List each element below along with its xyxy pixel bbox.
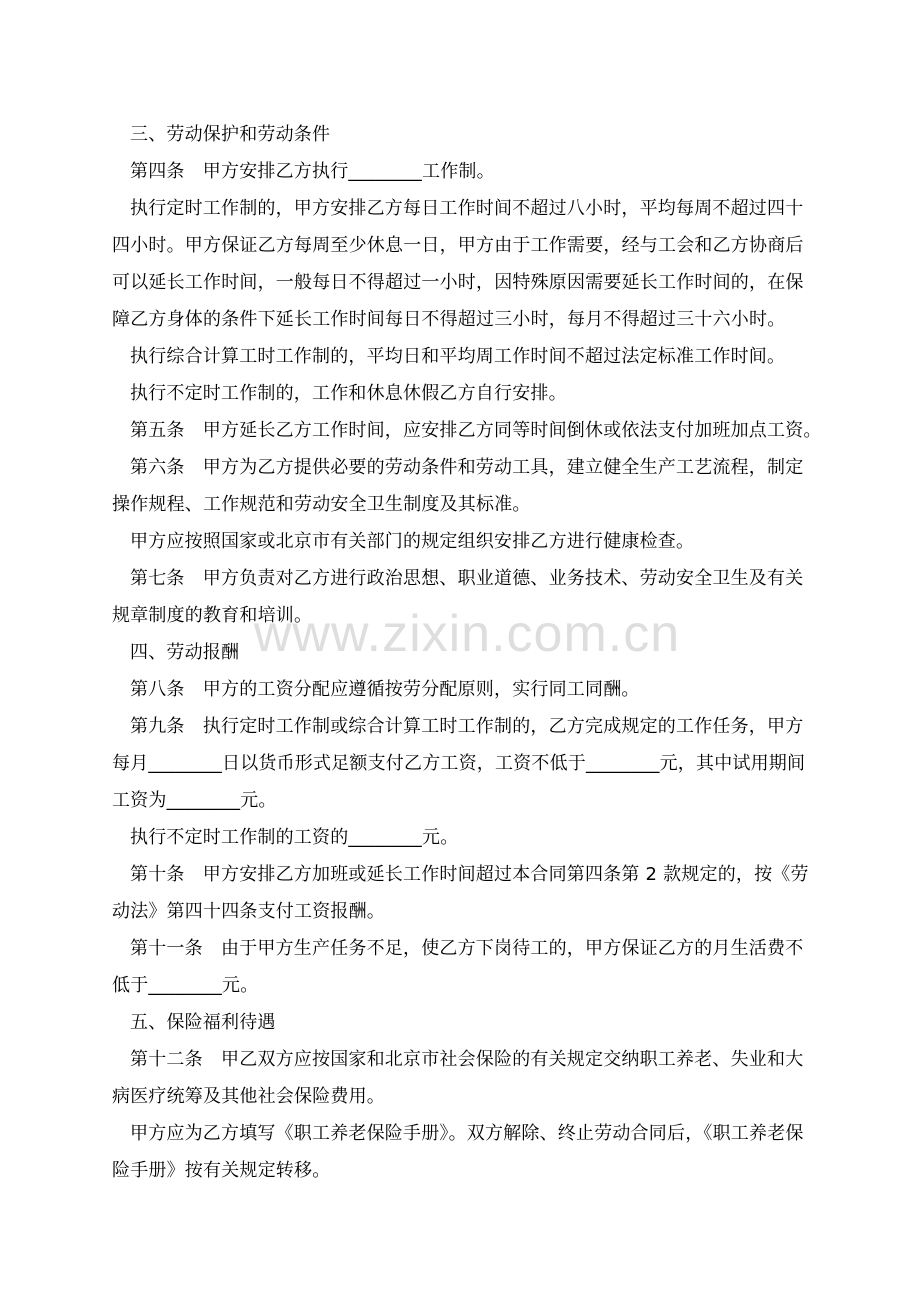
document-line: 第八条 甲方的工资分配应遵循按劳分配原则，实行同工同酬。 [130, 679, 640, 700]
document-line: 执行定时工作制的，甲方安排乙方每日工作时间不超过八小时，平均每周不超过四十 [130, 198, 804, 219]
document-line: 第九条 执行定时工作制或综合计算工时工作制的，乙方完成规定的工作任务，甲方 [130, 716, 804, 737]
document-line: 可以延长工作时间，一般每日不得超过一小时，因特殊原因需要延长工作时间的，在保 [112, 272, 804, 293]
document-body [112, 116, 822, 1189]
watermark: www.zixin.com.cn [253, 605, 681, 663]
document-line: 四、劳动报酬 [130, 642, 240, 663]
document-line: 第十条 甲方安排乙方加班或延长工作时间超过本合同第四条第 2 款规定的，按《劳 [130, 864, 809, 885]
document-line: 执行综合计算工时工作制的，平均日和平均周工作时间不超过法定标准工作时间。 [130, 346, 786, 367]
document-line: 执行不定时工作制的工资的________元。 [130, 827, 459, 848]
document-line: 病医疗统筹及其他社会保险费用。 [112, 1086, 385, 1107]
document-line: 工资为________元。 [112, 790, 277, 811]
document-line: 动法》第四十四条支付工资报酬。 [112, 901, 385, 922]
document-line: 第十二条 甲乙双方应按国家和北京市社会保险的有关规定交纳职工养老、失业和大 [130, 1049, 804, 1070]
document-line: 规章制度的教育和培训。 [112, 605, 313, 626]
document-line: 甲方应按照国家或北京市有关部门的规定组织安排乙方进行健康检查。 [130, 531, 695, 552]
document-line: 三、劳动保护和劳动条件 [130, 124, 331, 145]
document-line: 操作规程、工作规范和劳动安全卫生制度及其标准。 [112, 494, 531, 515]
document-line: 第七条 甲方负责对乙方进行政治思想、职业道德、业务技术、劳动安全卫生及有关 [130, 568, 804, 589]
document-line: 四小时。甲方保证乙方每周至少休息一日，甲方由于工作需要，经与工会和乙方协商后 [112, 235, 804, 256]
document-line: 险手册》按有关规定转移。 [112, 1160, 331, 1181]
document-line: 低于________元。 [112, 975, 259, 996]
document-line: 甲方应为乙方填写《职工养老保险手册》。双方解除、终止劳动合同后，《职工养老保 [130, 1123, 804, 1144]
document-line: 执行不定时工作制的，工作和休息休假乙方自行安排。 [130, 383, 567, 404]
document-line: 五、保险福利待遇 [130, 1012, 276, 1033]
document-line: 第十一条 由于甲方生产任务不足，使乙方下岗待工的，甲方保证乙方的月生活费不 [130, 938, 804, 959]
document-line: 第六条 甲方为乙方提供必要的劳动条件和劳动工具，建立健全生产工艺流程，制定 [130, 457, 804, 478]
document-line: 第四条 甲方安排乙方执行________工作制。 [130, 161, 495, 182]
document-line: 障乙方身体的条件下延长工作时间每日不得超过三小时，每月不得超过三十六小时。 [112, 309, 786, 330]
document-line: 第五条 甲方延长乙方工作时间，应安排乙方同等时间倒休或依法支付加班加点工资。 [130, 420, 822, 441]
document-line: 每月________日以货币形式足额支付乙方工资，工资不低于________元，其中试用期间 [112, 753, 806, 774]
